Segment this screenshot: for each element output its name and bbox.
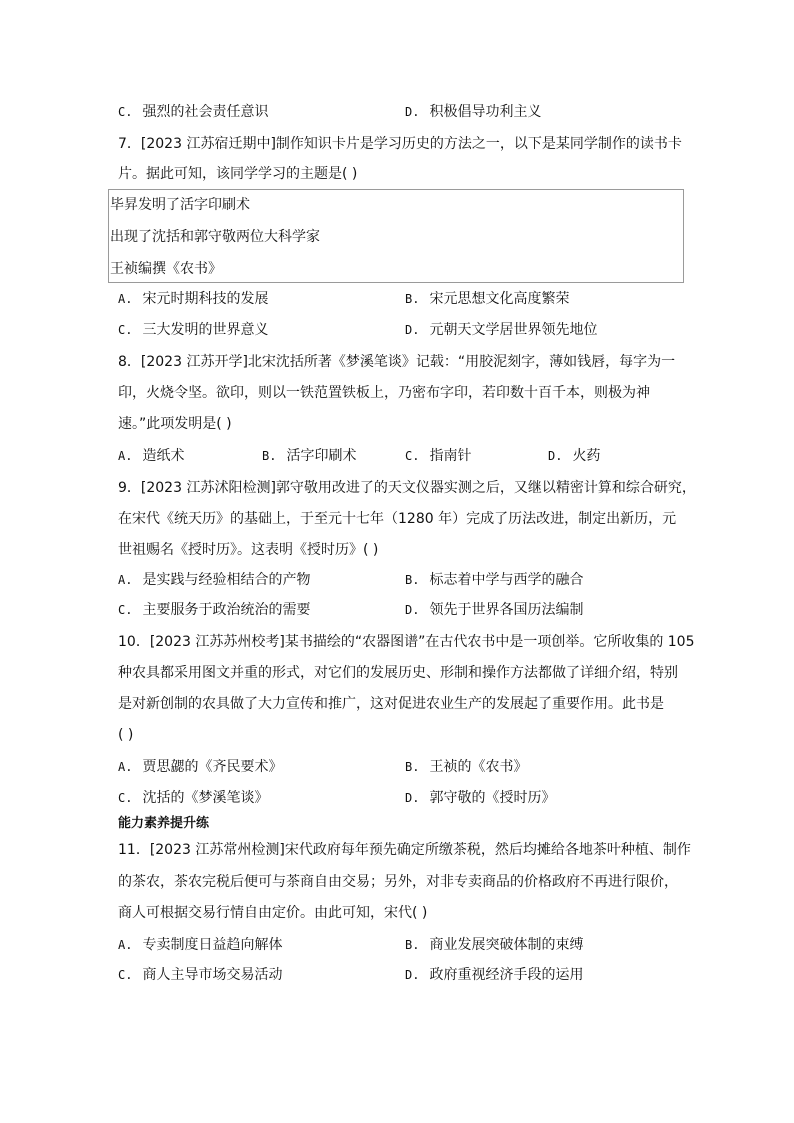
card-line-2: 出现了沈括和郭守敬两位大科学家 — [110, 229, 320, 245]
q8-stem-line-2: 印，火烧令坚。欲印，则以一铁范置铁板上，乃密布字印，若印数十百千本，则极为神 — [118, 385, 650, 401]
q10-option-a: A. 贾思勰的《齐民要术》 — [118, 759, 283, 775]
section-title: 能力素养提升练 — [118, 816, 210, 831]
q11-stem-line-1: 11．[2023 江苏常州检测]宋代政府每年预先确定所缴茶税，然后均摊给各地茶叶种植、制作 — [118, 842, 691, 858]
q7-stem-line-1: 7．[2023 江苏宿迁期中]制作知识卡片是学习历史的方法之一，以下是某同学制作的读书卡 — [118, 136, 682, 152]
q11-option-c: C. 商人主导市场交易活动 — [118, 967, 283, 983]
q8-option-d: D. 火药 — [548, 448, 601, 464]
q8-stem-line-1: 8．[2023 江苏开学]北宋沈括所著《梦溪笔谈》记载：“用胶泥刻字，薄如钱唇，每字为一 — [118, 354, 676, 370]
q7-stem-line-2: 片。据此可知，该同学学习的主题是( ) — [118, 166, 358, 182]
q10-option-c: C. 沈括的《梦溪笔谈》 — [118, 790, 269, 806]
q11-option-d: D. 政府重视经济手段的运用 — [405, 967, 584, 983]
q7-option-b: B. 宋元思想文化高度繁荣 — [405, 291, 570, 307]
q7-option-c: C. 三大发明的世界意义 — [118, 322, 269, 338]
q11-stem-line-3: 商人可根据交易行情自由定价。由此可知，宋代( ) — [118, 905, 428, 921]
q9-option-a: A. 是实践与经验相结合的产物 — [118, 572, 311, 588]
q9-option-c: C. 主要服务于政治统治的需要 — [118, 602, 311, 618]
q6-option-c: C. 强烈的社会责任意识 — [118, 104, 269, 120]
q9-stem-line-3: 世祖赐名《授时历》。这表明《授时历》( ) — [118, 542, 379, 558]
q10-option-d: D. 郭守敬的《授时历》 — [405, 790, 556, 806]
q9-stem-line-2: 在宋代《统天历》的基础上，于至元十七年（1280 年）完成了历法改进，制定出新历，元 — [118, 511, 677, 527]
q9-option-d: D. 领先于世界各国历法编制 — [405, 602, 584, 618]
q8-stem-line-3: 速。”此项发明是( ) — [118, 416, 232, 432]
card-line-1: 毕昇发明了活字印刷术 — [110, 197, 250, 213]
q10-stem-line-2: 种农具都采用图文并重的形式，对它们的发展历史、形制和操作方法都做了详细介绍，特别 — [118, 665, 678, 681]
q7-option-d: D. 元朝天文学居世界领先地位 — [405, 322, 598, 338]
q10-option-b: B. 王祯的《农书》 — [405, 759, 528, 775]
q10-stem-line-3: 是对新创制的农具做了大力宣传和推广，这对促进农业生产的发展起了重要作用。此书是 — [118, 696, 664, 712]
q9-option-b: B. 标志着中学与西学的融合 — [405, 572, 584, 588]
q11-stem-line-2: 的茶农，茶农完税后便可与茶商自由交易；另外，对非专卖商品的价格政府不再进行限价， — [118, 874, 678, 890]
q11-option-b: B. 商业发展突破体制的束缚 — [405, 937, 584, 953]
q8-option-c: C. 指南针 — [405, 448, 472, 464]
q8-option-a: A. 造纸术 — [118, 448, 185, 464]
q6-option-d: D. 积极倡导功利主义 — [405, 104, 542, 120]
q10-stem-line-1: 10．[2023 江苏苏州校考]某书描绘的“农器图谱”在古代农书中是一项创举。它所收集的 105 — [118, 634, 695, 650]
q9-stem-line-1: 9．[2023 江苏沭阳检测]郭守敬用改进了的天文仪器实测之后，又继以精密计算和综合研究， — [118, 480, 696, 496]
q8-option-b: B. 活字印刷术 — [262, 448, 357, 464]
card-line-3: 王祯编撰《农书》 — [110, 261, 222, 277]
q7-option-a: A. 宋元时期科技的发展 — [118, 291, 269, 307]
q10-stem-line-4: ( ) — [118, 727, 134, 743]
q11-option-a: A. 专卖制度日益趋向解体 — [118, 937, 283, 953]
